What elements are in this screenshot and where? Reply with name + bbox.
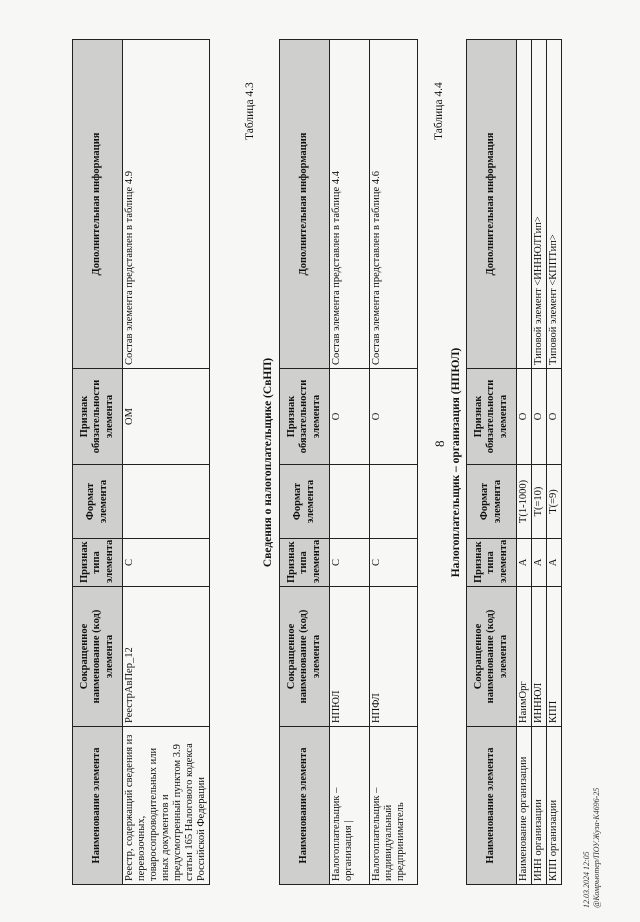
header-required-sign: Признак обязательности элемента: [467, 369, 517, 465]
page-number: 8: [432, 440, 447, 447]
table-cell: Наименование организации: [517, 727, 532, 885]
header-element-name: Наименование элемента: [467, 727, 517, 885]
table-cell: С: [370, 539, 418, 587]
table-cell: А: [547, 539, 562, 587]
table-cell: КПП организации: [547, 727, 562, 885]
footer-timestamp: 12.03.2024 12:05: [582, 851, 591, 908]
table-cell: С: [123, 539, 210, 587]
table-cell: Типовой элемент <КППТип>: [547, 40, 562, 369]
table-cell: КПП: [547, 587, 562, 727]
table-cell: Реестр, содержащий сведения из перевозочных, товаросопроводительных или иных документов и предусмотренный пунктом 3.9 статьи 165 Налогового кодекса Российской Федерации: [123, 727, 210, 885]
table-cell: T(1-1000): [517, 465, 532, 539]
table-row: [123, 40, 210, 885]
table-cell: T(=9): [547, 465, 562, 539]
header-short-code: Сокращенное наименование (код) элемента: [467, 587, 517, 727]
table-cell: О: [370, 369, 418, 465]
header-format: Формат элемента: [280, 465, 330, 539]
table-cell: T(=10): [532, 465, 547, 539]
table-cell: О: [330, 369, 370, 465]
table-cell: О: [547, 369, 562, 465]
table-cell: [517, 40, 532, 369]
header-format: Формат элемента: [73, 465, 123, 539]
table-4-3-title: Сведения о налогоплательщике (СвНП): [262, 357, 274, 568]
table-row: [370, 40, 418, 885]
footer-stamp: [582, 788, 602, 908]
table-cell: [370, 465, 418, 539]
table-cell: [123, 465, 210, 539]
table-4-3: [279, 39, 418, 885]
table-cell: Состав элемента представлен в таблице 4.4: [330, 40, 370, 369]
table-4-4-label: Таблица 4.4: [433, 82, 445, 140]
table-4-4-title: Налогоплательщик – организация (НПЮЛ): [450, 347, 462, 578]
table-cell: С: [330, 539, 370, 587]
header-type-sign: Признак типа элемента: [280, 539, 330, 587]
header-type-sign: Признак типа элемента: [467, 539, 517, 587]
table-cell: НПЮЛ: [330, 587, 370, 727]
table-row: [547, 40, 562, 885]
header-additional-info: Дополнительная информация: [280, 40, 330, 369]
table-cell: НаимОрг: [517, 587, 532, 727]
table-continued: [72, 39, 210, 885]
table-cell: ОМ: [123, 369, 210, 465]
table-cell: Состав элемента представлен в таблице 4.6: [370, 40, 418, 369]
table-cell: РеестрАвПер_12: [123, 587, 210, 727]
footer-path: @Комрьютер/ПОУ.Жуза-К4696-25: [592, 787, 601, 908]
table-cell: А: [532, 539, 547, 587]
table-cell: Состав элемента представлен в таблице 4.9: [123, 40, 210, 369]
header-element-name: Наименование элемента: [280, 727, 330, 885]
table-cell: ИНН организации: [532, 727, 547, 885]
header-required-sign: Признак обязательности элемента: [280, 369, 330, 465]
table-row: [532, 40, 547, 885]
header-additional-info: Дополнительная информация: [73, 40, 123, 369]
table-cell: Налогоплательщик – индивидуальный предприниматель: [370, 727, 418, 885]
header-short-code: Сокращенное наименование (код) элемента: [73, 587, 123, 727]
table-cell: [330, 465, 370, 539]
table-cell: О: [532, 369, 547, 465]
table-cell: О: [517, 369, 532, 465]
table-4-3-label: Таблица 4.3: [244, 82, 256, 140]
table-cell: Налогоплательщик – организация |: [330, 727, 370, 885]
header-element-name: Наименование элемента: [73, 727, 123, 885]
table-cell: А: [517, 539, 532, 587]
table-cell: НПФЛ: [370, 587, 418, 727]
table-4-4: [466, 39, 562, 885]
table-cell: Типовой элемент <ИННЮЛТип>: [532, 40, 547, 369]
header-format: Формат элемента: [467, 465, 517, 539]
table-row: [330, 40, 370, 885]
header-required-sign: Признак обязательности элемента: [73, 369, 123, 465]
header-additional-info: Дополнительная информация: [467, 40, 517, 369]
header-type-sign: Признак типа элемента: [73, 539, 123, 587]
header-short-code: Сокращенное наименование (код) элемента: [280, 587, 330, 727]
table-row: [517, 40, 532, 885]
table-cell: ИННЮЛ: [532, 587, 547, 727]
